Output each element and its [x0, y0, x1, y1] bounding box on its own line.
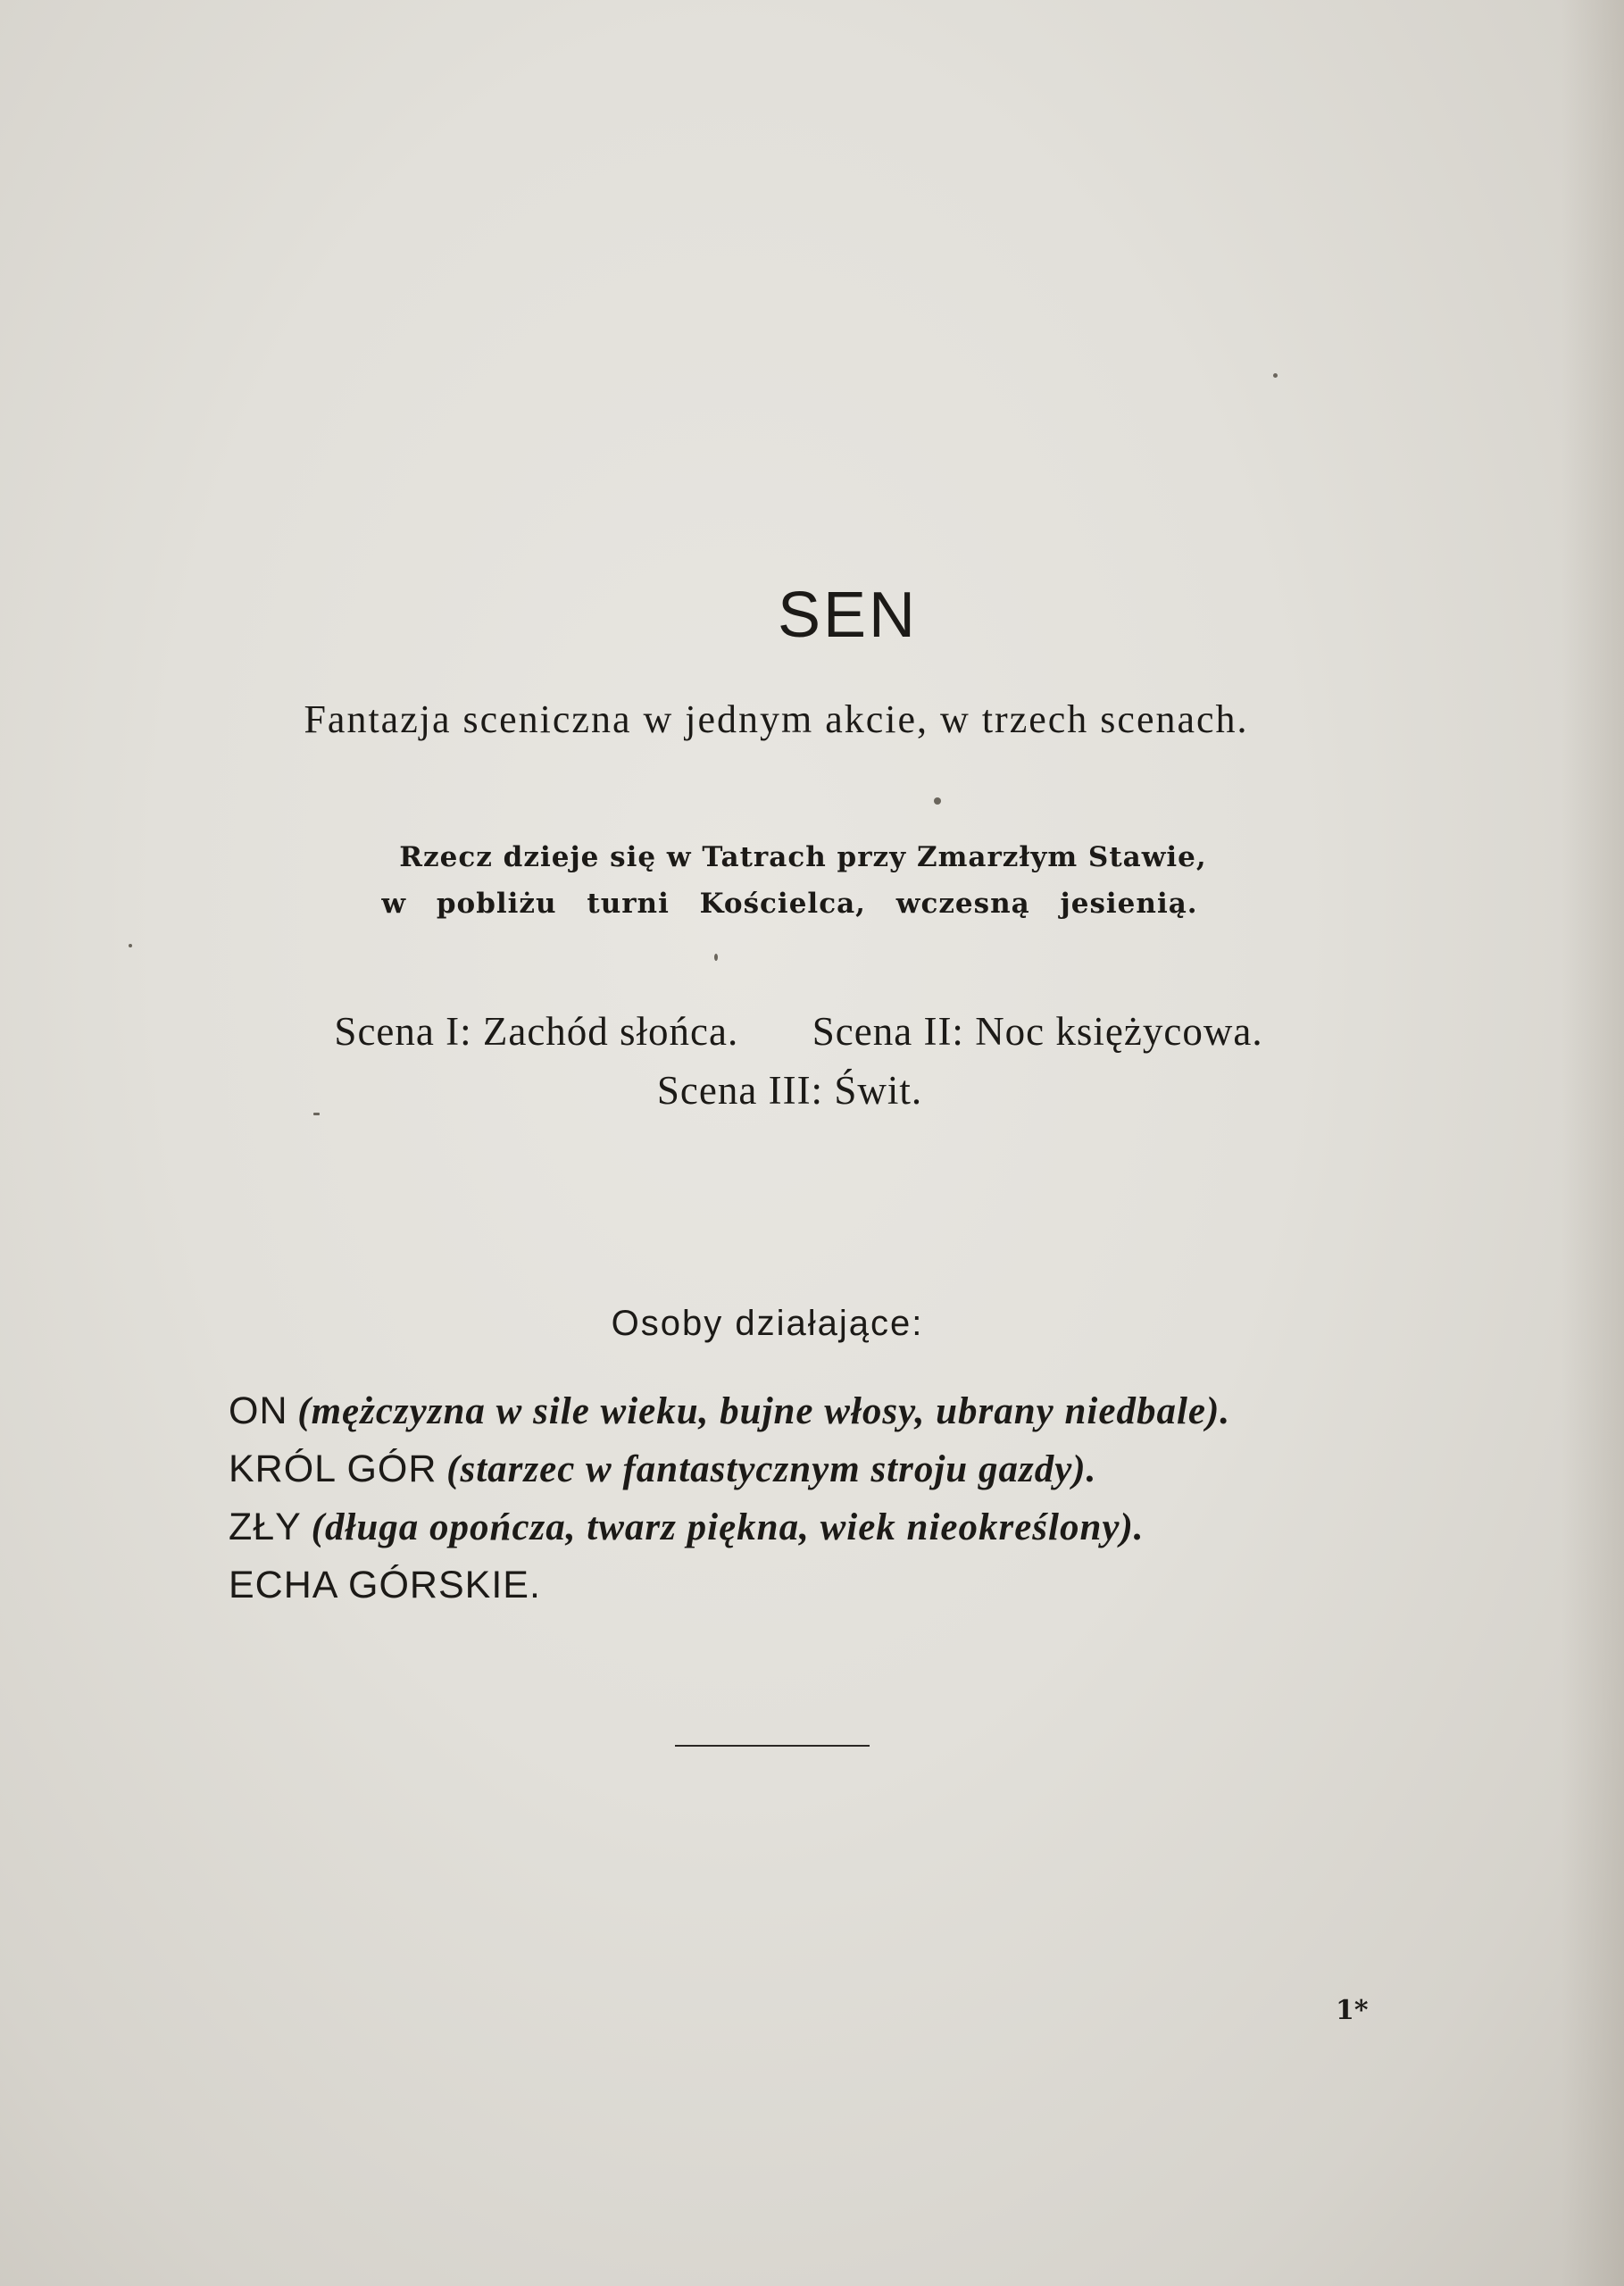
paper-speck	[1273, 373, 1278, 378]
character-description: (długa opończa, twarz piękna, wiek nieokreślony).	[311, 1506, 1145, 1548]
scene-label: Scena I:	[334, 1009, 472, 1054]
cast-entry	[229, 1556, 1230, 1614]
cast-entry	[229, 1498, 1230, 1556]
character-name: ON	[229, 1389, 288, 1432]
scene-list	[0, 1002, 1624, 1120]
paper-speck	[934, 797, 941, 805]
character-description: (starzec w fantastycznym stroju gazdy).	[446, 1448, 1097, 1490]
scene-name: Zachód słońca.	[482, 1009, 739, 1054]
setting-line-1: Rzecz dzieje się w Tatrach przy Zmarzłym Stawie,	[399, 841, 1207, 873]
paper-speck	[714, 954, 718, 961]
setting-line-2: w pobliżu turni Kościelca, wczesną jesienią.	[381, 888, 1198, 920]
setting-description	[0, 834, 1615, 927]
play-title: SEN	[777, 580, 919, 651]
cast-list	[229, 1382, 1230, 1614]
page-edge-shadow	[1562, 0, 1624, 2286]
scene-label: Scena II:	[812, 1009, 964, 1054]
character-name: KRÓL GÓR	[229, 1448, 437, 1490]
horizontal-rule	[675, 1745, 870, 1747]
paper-speck	[129, 944, 132, 947]
cast-entry	[229, 1440, 1230, 1498]
character-name: ZŁY	[229, 1506, 302, 1548]
scene-name: Noc księżycowa.	[975, 1009, 1263, 1054]
scene-label: Scena III:	[656, 1068, 824, 1113]
page-number: 1*	[1336, 1995, 1369, 2026]
paper-speck	[313, 1113, 320, 1115]
cast-entry	[229, 1382, 1230, 1440]
play-subtitle: Fantazja sceniczna w jednym akcie, w trzech scenach.	[304, 697, 1249, 741]
character-name: ECHA GÓRSKIE.	[229, 1564, 541, 1606]
character-description: (mężczyzna w sile wieku, bujne włosy, ubrany niedbale).	[297, 1390, 1231, 1432]
scene-name: Świt.	[834, 1068, 923, 1113]
persons-heading: Osoby działające:	[611, 1304, 924, 1343]
